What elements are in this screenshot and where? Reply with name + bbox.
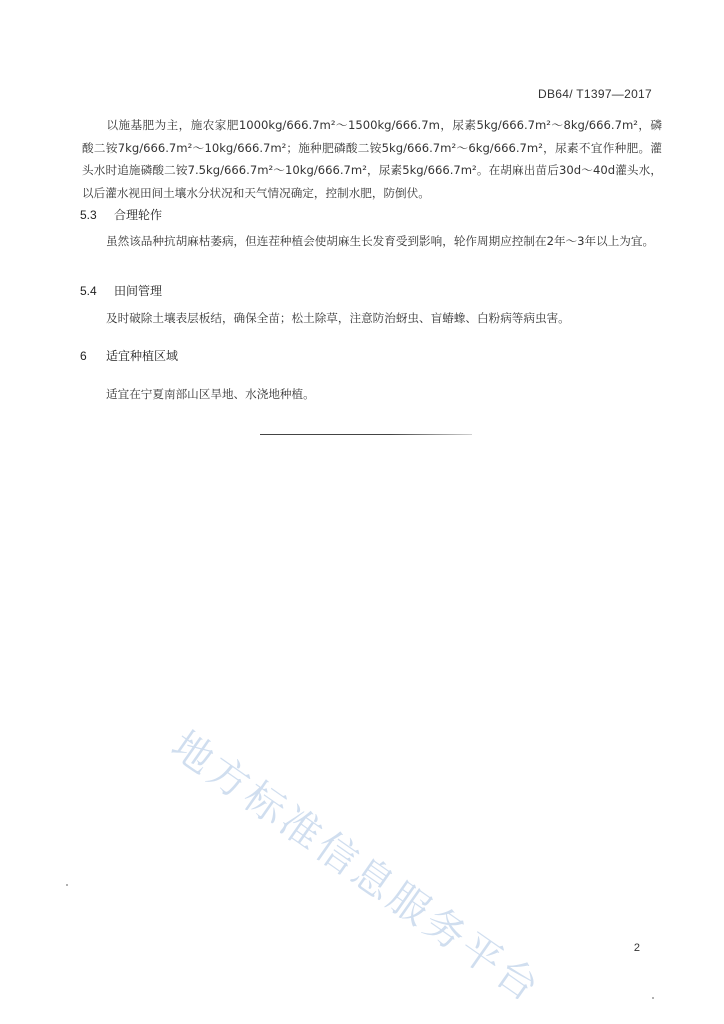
section-6-text: 适宜在宁夏南部山区旱地、水浇地种植。: [106, 387, 315, 401]
page-number: 2: [633, 942, 640, 954]
section-number: 6: [80, 349, 87, 363]
section-5-3-text: 虽然该品种抗胡麻枯萎病，但连茬种植会使胡麻生长发育受到影响，轮作周期应控制在2年～3年以上为宜。: [106, 234, 655, 248]
section-5-4-text: 及时破除土壤表层板结，确保全苗；松土除草，注意防治蚜虫、盲蝽蟓、白粉病等病虫害。: [106, 311, 570, 325]
section-6-heading: [80, 347, 178, 364]
watermark: 地方标准信息服务平台: [162, 722, 550, 1013]
document-code-header: DB64/ T1397—2017: [538, 87, 652, 101]
section-number: 5.3: [80, 208, 97, 222]
section-6-body: [82, 383, 662, 406]
section-title: 田间管理: [114, 284, 163, 298]
section-5-4-heading: [80, 282, 162, 299]
section-5-3-heading: [80, 206, 162, 223]
section-5-3-body: [82, 230, 662, 253]
fertilizer-paragraph-text: 以施基肥为主，施农家肥1000kg/666.7m²～1500kg/666.7m，尿素5kg/666.7m²～8kg/666.7m²，磷酸二铵7kg/666.7m²～10kg/666.7m²；施种肥磷酸二铵5kg/666.7m²～6kg/666.7m²，尿素不宜作种肥。灌头水时追施磷酸二铵7.5kg/666.7m²～10kg/666.7m²，尿素5kg/666.7m²。在胡麻出苗后30d～40d灌头水，以后灌水视田间土壤水分状况和天气情况确定，控制水肥，防倒伏。: [82, 118, 662, 200]
end-rule-fade: [390, 433, 472, 435]
scan-speck: [66, 884, 68, 886]
section-number: 5.4: [80, 284, 97, 298]
fertilizer-paragraph: [82, 114, 662, 204]
section-title: 适宜种植区域: [106, 349, 179, 363]
section-title: 合理轮作: [114, 208, 163, 222]
scan-speck: [652, 997, 654, 999]
section-5-4-body: [82, 307, 662, 330]
